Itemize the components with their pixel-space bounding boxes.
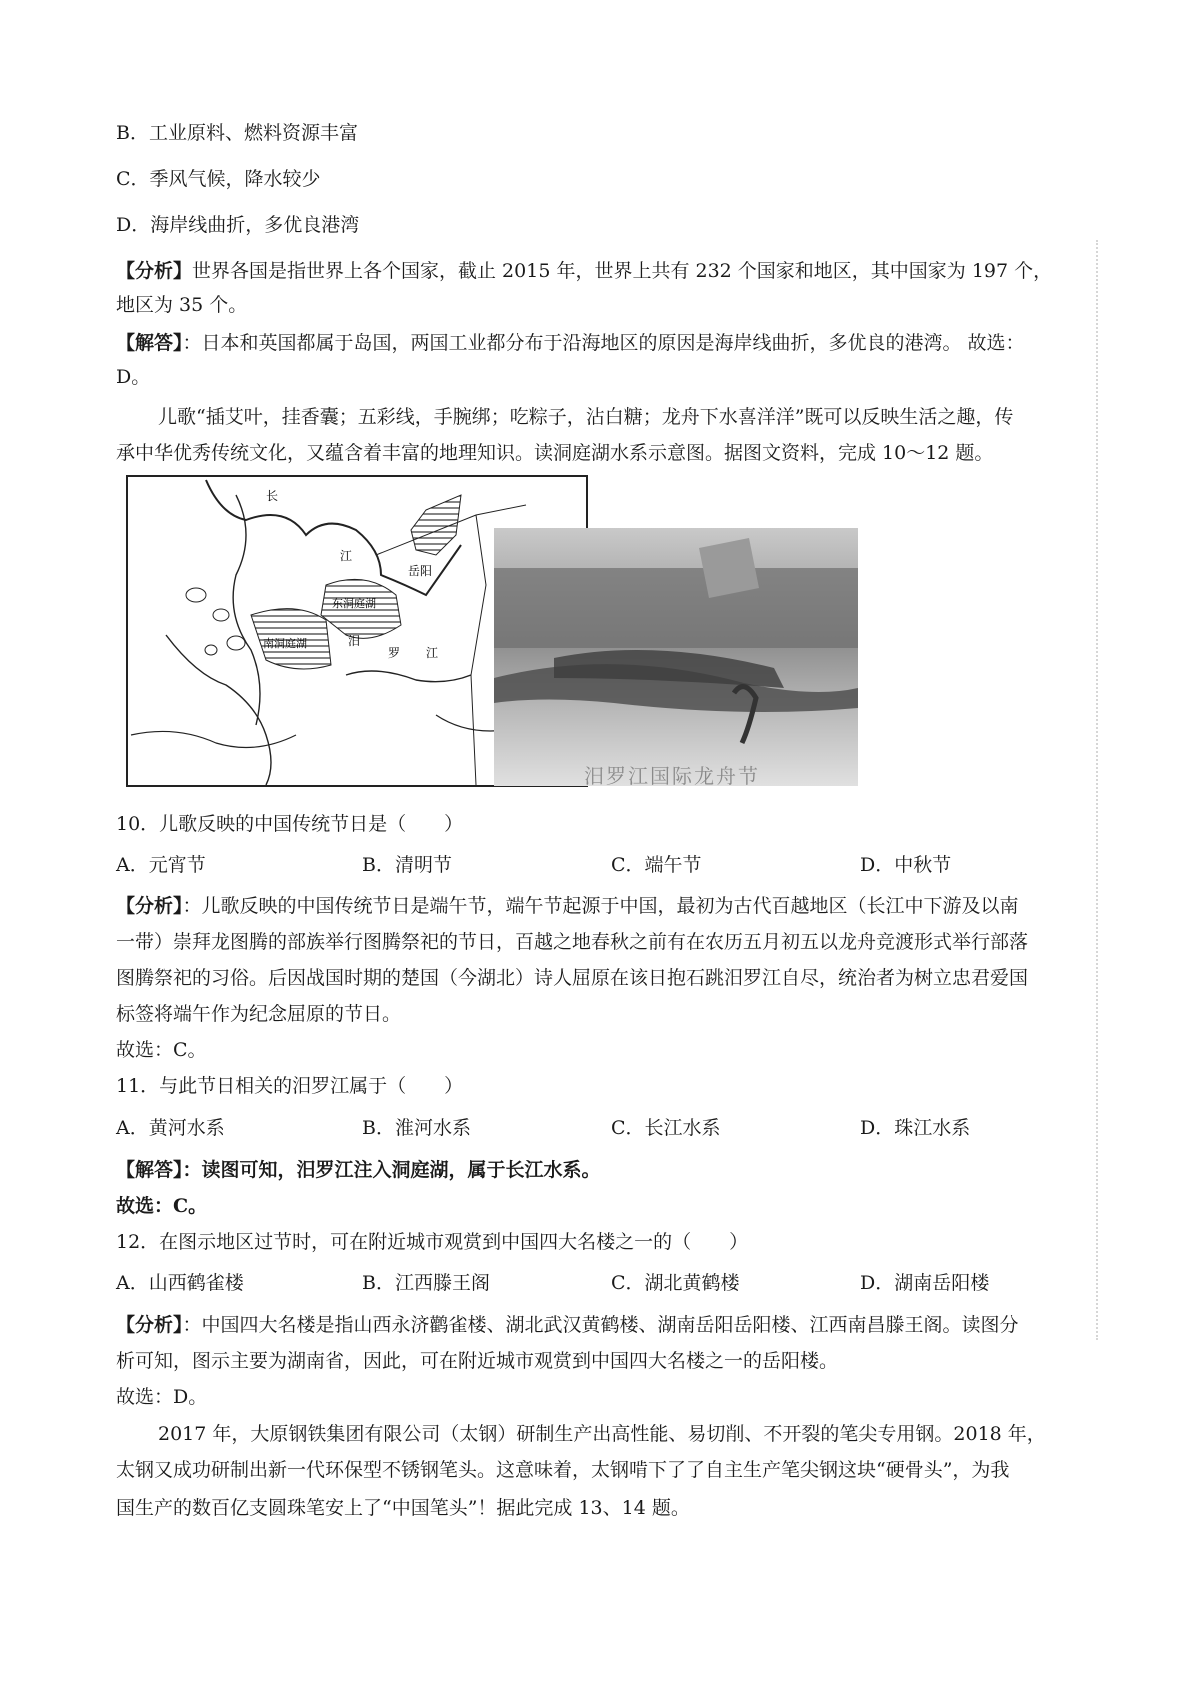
q10-analysis-line4: 标签将端午作为纪念屈原的节日。 xyxy=(116,1003,402,1025)
q10-option-b: B．清明节 xyxy=(362,854,452,876)
q12-option-c: C．湖北黄鹤楼 xyxy=(611,1272,740,1294)
passage1-line1: 儿歌“插艾叶，挂香囊；五彩线，手腕绑；吃粽子，沾白糖；龙舟下水喜洋洋”既可以反映生活之趣，传 xyxy=(158,406,1014,428)
answer-text: ：日本和英国都属于岛国，两国工业都分布于沿海地区的原因是海岸线曲折，多优良的港湾。 故选： xyxy=(182,332,1025,354)
q9-analysis-line1 xyxy=(116,258,1052,284)
analysis-tag: 【分析】 xyxy=(116,260,193,282)
q12-analysis-line1 xyxy=(116,1312,1019,1338)
q12-stem: 12．在图示地区过节时，可在附近城市观赏到中国四大名楼之一的（ ） xyxy=(116,1231,749,1253)
q9-analysis-line2: 地区为 35 个。 xyxy=(116,294,248,316)
q10-stem: 10．儿歌反映的中国传统节日是（ ） xyxy=(116,813,464,835)
map-label-mi: 汨 xyxy=(348,634,361,648)
analysis-text: ：中国四大名楼是指山西永济鹳雀楼、湖北武汉黄鹤楼、湖南岳阳岳阳楼、江西南昌滕王阁。读图分 xyxy=(182,1314,1019,1336)
analysis-tag: 【分析】 xyxy=(116,895,183,917)
answer-text: ：读图可知，汨罗江注入洞庭湖，属于长江水系。 xyxy=(182,1159,601,1181)
map-label-jiang: 江 xyxy=(340,549,353,563)
q11-answer-line xyxy=(116,1157,601,1183)
q9-option-d: D．海岸线曲折，多优良港湾 xyxy=(116,214,360,236)
q10-analysis-line1 xyxy=(116,893,1019,919)
q9-answer-line2: D。 xyxy=(116,366,151,388)
q11-option-a: A．黄河水系 xyxy=(116,1117,225,1139)
analysis-text: ：儿歌反映的中国传统节日是端午节，端午节起源于中国，最初为古代百越地区（长江中下游及以南 xyxy=(182,895,1019,917)
passage2-line1: 2017 年，大原钢铁集团有限公司（太钢）研制生产出高性能、易切削、不开裂的笔尖专用钢。2018 年， xyxy=(158,1423,1046,1445)
passage1-line2: 承中华优秀传统文化，又蕴含着丰富的地理知识。读洞庭湖水系示意图。据图文资料，完成 10～12 题。 xyxy=(116,442,994,464)
dotted-margin-rule xyxy=(1096,240,1098,1340)
passage2-line3: 国生产的数百亿支圆珠笔安上了“中国笔头”！据此完成 13、14 题。 xyxy=(116,1497,690,1519)
q10-option-c: C．端午节 xyxy=(611,854,702,876)
answer-tag: 【解答】 xyxy=(116,1159,183,1181)
passage2-line2: 太钢又成功研制出新一代环保型不锈钢笔头。这意味着，太钢啃下了了自主生产笔尖钢这块“硬骨头”，为我 xyxy=(116,1459,1010,1481)
q9-option-c: C．季风气候，降水较少 xyxy=(116,168,321,190)
q9-answer-line1 xyxy=(116,330,1025,356)
q10-analysis-line2: 一带）崇拜龙图腾的部族举行图腾祭祀的节日，百越之地春秋之前有在农历五月初五以龙舟竞渡形式举行部落 xyxy=(116,931,1029,953)
q10-option-d: D．中秋节 xyxy=(860,854,952,876)
q10-answer: 故选：C。 xyxy=(116,1039,207,1061)
crowd-band xyxy=(494,568,858,648)
answer-tag: 【解答】 xyxy=(116,332,183,354)
q12-answer: 故选：D。 xyxy=(116,1386,208,1408)
q12-option-a: A．山西鹤雀楼 xyxy=(116,1272,244,1294)
map-label-east-lake: 东洞庭湖 xyxy=(332,597,376,610)
q12-option-d: D．湖南岳阳楼 xyxy=(860,1272,990,1294)
q12-analysis-line2: 析可知，图示主要为湖南省，因此，可在附近城市观赏到中国四大名楼之一的岳阳楼。 xyxy=(116,1350,839,1372)
q11-option-d: D．珠江水系 xyxy=(860,1117,971,1139)
analysis-tag: 【分析】 xyxy=(116,1314,183,1336)
map-label-jiang2: 江 xyxy=(426,646,439,660)
q12-option-b: B．江西滕王阁 xyxy=(362,1272,490,1294)
map-label-south-lake: 南洞庭湖 xyxy=(263,637,307,650)
flag-shape xyxy=(699,538,759,598)
q11-answer: 故选：C。 xyxy=(116,1195,208,1217)
map-label-luo: 罗 xyxy=(388,646,401,660)
q11-option-b: B．淮河水系 xyxy=(362,1117,471,1139)
analysis-text: 世界各国是指世界上各个国家，截止 2015 年，世界上共有 232 个国家和地区，其中国家为 197 个， xyxy=(192,260,1053,282)
map-label-chang: 长 xyxy=(266,489,279,503)
q10-analysis-line3: 图腾祭祀的习俗。后因战国时期的楚国（今湖北）诗人屈原在该日抱石跳汨罗江自尽，统治者为树立忠君爱国 xyxy=(116,967,1029,989)
photo-caption: 汨罗江国际龙舟节 xyxy=(584,764,760,788)
q9-option-b: B．工业原料、燃料资源丰富 xyxy=(116,122,358,144)
q10-option-a: A．元宵节 xyxy=(116,854,206,876)
dragon-boat-photo xyxy=(494,528,858,786)
q11-stem: 11．与此节日相关的汨罗江属于（ ） xyxy=(116,1075,464,1097)
map-label-yueyang: 岳阳 xyxy=(408,564,433,578)
q11-option-c: C．长江水系 xyxy=(611,1117,721,1139)
